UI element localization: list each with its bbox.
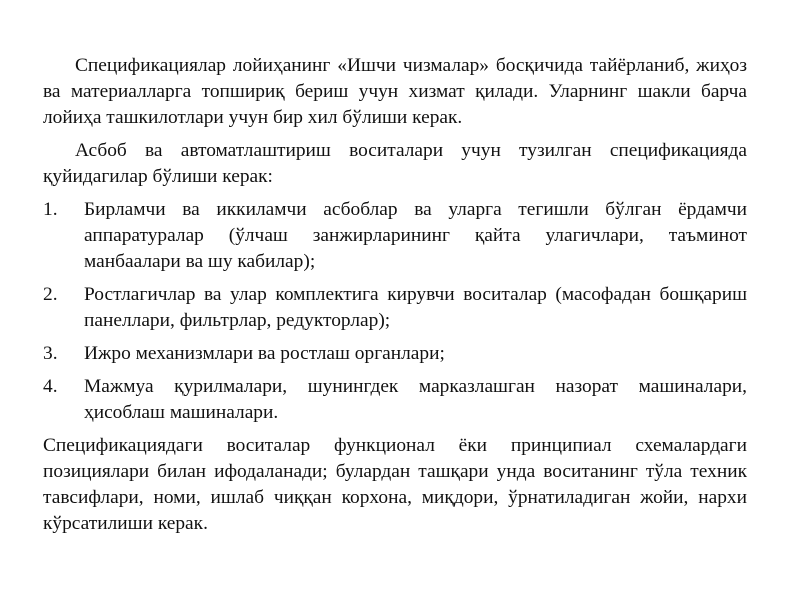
numbered-list [43,197,747,426]
paragraph-intro: Спецификациялар лойиҳанинг «Ишчи чизмалар» босқичида тайёрланиб, жиҳоз ва материалларга топшириқ бериш учун хизмат қилади. Уларнинг шакли барча лойиҳа ташкилотлари учун бир хил бўлиши керак. [43,55,747,128]
list-item-number: 1. [43,199,58,220]
list-item-text: Ижро механизмлари ва ростлаш органлари; [84,343,445,364]
list-item [43,374,747,426]
list-item-text: Мажмуа қурилмалари, шунингдек марказлашган назорат машиналари, ҳисоблаш машиналари. [84,376,747,423]
paragraph-conclusion: Спецификациядаги воситалар функционал ёки принципиал схемалардаги позициялари билан ифодаланади; булардан ташқари унда воситанинг тўла техник тавсифлари, номи, ишлаб чиққан корхона, миқдори, ўрнатиладиган жойи, нархи кўрсатилиши керак. [43,435,747,534]
list-item-number: 4. [43,376,58,397]
list-item-text: Ростлагичлар ва улар комплектига кирувчи воситалар (масофадан бошқариш панеллари, фильтрлар, редукторлар); [84,284,747,331]
list-item [43,282,747,334]
document-page [43,53,747,544]
list-item-number: 3. [43,343,58,364]
list-item [43,341,747,367]
list-item [43,197,747,275]
list-item-number: 2. [43,284,58,305]
paragraph-specification-contents: Асбоб ва автоматлаштириш воситалари учун тузилган спецификацияда қуйидагилар бўлиши керак: [43,140,747,187]
list-item-text: Бирламчи ва иккиламчи асбоблар ва уларга тегишли бўлган ёрдамчи аппаратуралар (ўлчаш занжирларининг қайта улагичлари, таъминот манбаалари ва шу кабилар); [84,199,747,272]
